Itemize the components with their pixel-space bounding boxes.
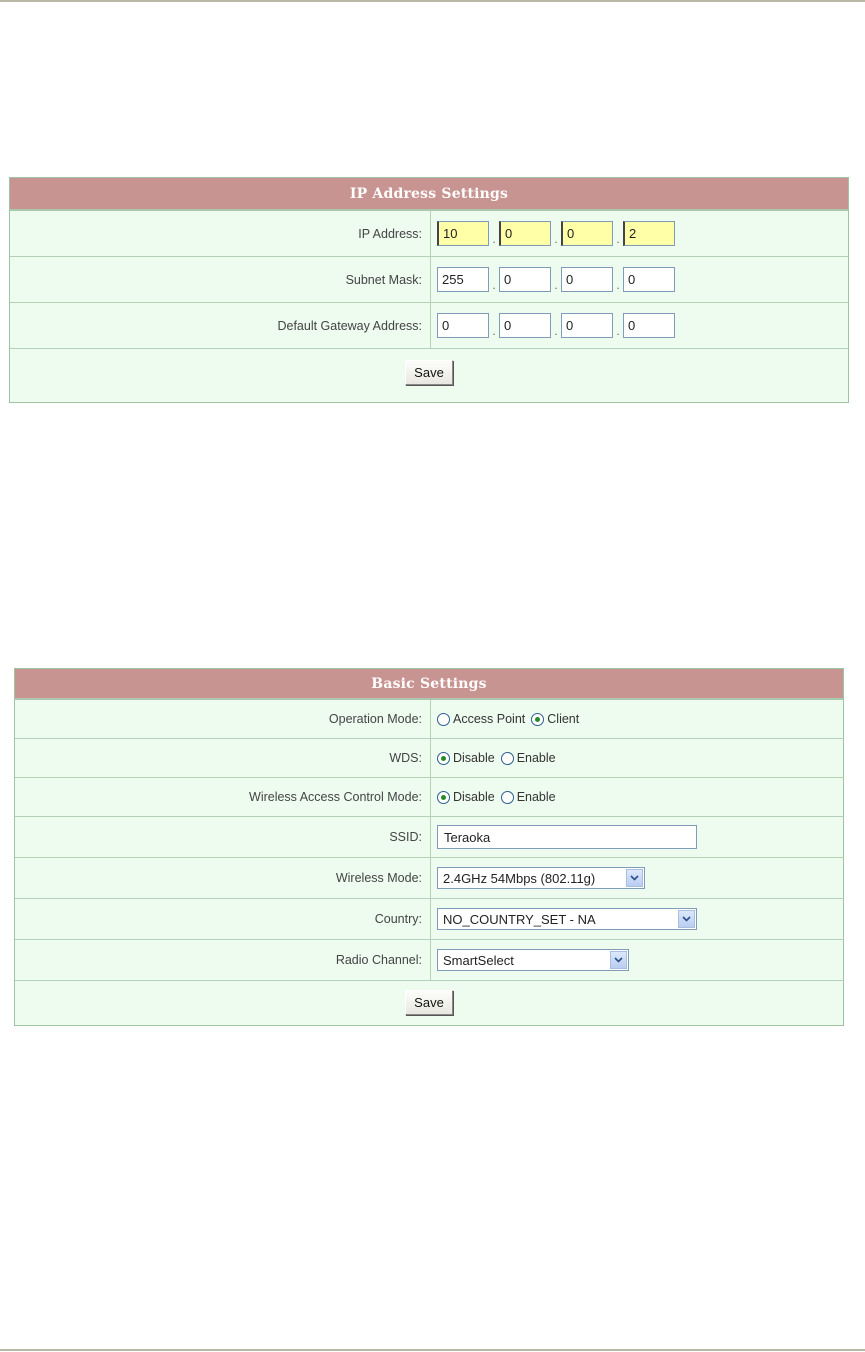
operation-mode-client-radio[interactable] [531, 713, 544, 726]
subnet-mask-fields [431, 257, 848, 302]
ssid-field-cell [431, 817, 843, 857]
access-control-label: Wireless Access Control Mode: [15, 778, 431, 816]
subnet-mask-label: Subnet Mask: [10, 257, 431, 302]
ip-save-button[interactable]: Save [405, 360, 453, 385]
radio-channel-row [15, 940, 843, 981]
ip-address-octet-3[interactable] [561, 221, 613, 246]
basic-settings-title: Basic Settings [15, 669, 843, 700]
wireless-mode-cell [431, 858, 843, 898]
country-select[interactable] [437, 908, 697, 930]
gateway-label: Default Gateway Address: [10, 303, 431, 348]
basic-settings-panel [14, 668, 844, 1026]
wireless-mode-value: 2.4GHz 54Mbps (802.11g) [443, 870, 596, 886]
country-value: NO_COUNTRY_SET - NA [443, 911, 596, 927]
access-control-disable-label[interactable]: Disable [453, 790, 495, 804]
ip-address-label: IP Address: [10, 211, 431, 256]
radio-selected-dot [441, 795, 446, 800]
subnet-mask-row [10, 257, 848, 303]
operation-mode-client-label[interactable]: Client [547, 712, 580, 726]
access-control-enable-radio[interactable] [501, 791, 514, 804]
radio-channel-value: SmartSelect [443, 952, 514, 968]
octet-separator: . [616, 277, 620, 292]
octet-separator: . [492, 323, 496, 338]
access-control-options [431, 778, 843, 816]
operation-mode-row [15, 700, 843, 739]
ssid-label: SSID: [15, 817, 431, 857]
octet-separator: . [616, 231, 620, 246]
operation-mode-label: Operation Mode: [15, 700, 431, 738]
radio-selected-dot [441, 756, 446, 761]
access-control-radio-group [437, 790, 562, 804]
ip-address-octet-4[interactable] [623, 221, 675, 246]
octet-separator: . [554, 231, 558, 246]
wireless-mode-select[interactable] [437, 867, 645, 889]
radio-channel-label: Radio Channel: [15, 940, 431, 980]
octet-separator: . [492, 277, 496, 292]
gateway-octet-4[interactable] [623, 313, 675, 338]
radio-channel-select[interactable] [437, 949, 629, 971]
operation-mode-options [431, 700, 843, 738]
octet-separator: . [616, 323, 620, 338]
radio-selected-dot [535, 717, 540, 722]
octet-separator: . [492, 231, 496, 246]
subnet-mask-octet-3[interactable] [561, 267, 613, 292]
access-control-row [15, 778, 843, 817]
subnet-mask-octet-4[interactable] [623, 267, 675, 292]
ip-address-octet-1[interactable] [437, 221, 489, 246]
subnet-mask-octet-2[interactable] [499, 267, 551, 292]
access-control-enable-label[interactable]: Enable [516, 790, 556, 804]
wds-enable-radio[interactable] [501, 752, 514, 765]
operation-mode-radio-group [437, 712, 585, 726]
gateway-fields [431, 303, 848, 348]
gateway-octet-2[interactable] [499, 313, 551, 338]
wds-label: WDS: [15, 739, 431, 777]
ip-settings-title: IP Address Settings [10, 178, 848, 211]
chevron-down-icon[interactable] [626, 869, 643, 887]
wireless-mode-row [15, 858, 843, 899]
access-control-disable-radio[interactable] [437, 791, 450, 804]
ssid-input[interactable] [437, 825, 697, 849]
basic-save-button[interactable]: Save [405, 990, 453, 1015]
operation-mode-access-point-radio[interactable] [437, 713, 450, 726]
wds-options [431, 739, 843, 777]
subnet-mask-octet-1[interactable] [437, 267, 489, 292]
wds-enable-label[interactable]: Enable [516, 751, 556, 765]
basic-save-row [15, 981, 843, 1024]
country-row [15, 899, 843, 940]
ssid-row [15, 817, 843, 858]
ip-address-row [10, 211, 848, 257]
operation-mode-access-point-label[interactable]: Access Point [453, 712, 526, 726]
wds-disable-radio[interactable] [437, 752, 450, 765]
octet-separator: . [554, 277, 558, 292]
chevron-down-icon[interactable] [610, 951, 627, 969]
gateway-row [10, 303, 848, 349]
ip-save-row [10, 349, 848, 395]
wireless-mode-label: Wireless Mode: [15, 858, 431, 898]
country-label: Country: [15, 899, 431, 939]
ip-address-fields [431, 211, 848, 256]
gateway-octet-3[interactable] [561, 313, 613, 338]
octet-separator: . [554, 323, 558, 338]
chevron-down-icon[interactable] [678, 910, 695, 928]
bottom-rule [0, 1349, 865, 1351]
radio-channel-cell [431, 940, 843, 980]
gateway-octet-1[interactable] [437, 313, 489, 338]
wds-radio-group [437, 751, 562, 765]
country-cell [431, 899, 843, 939]
top-rule [0, 0, 865, 2]
wds-row [15, 739, 843, 778]
ip-address-octet-2[interactable] [499, 221, 551, 246]
wds-disable-label[interactable]: Disable [453, 751, 495, 765]
ip-settings-panel [9, 177, 849, 403]
